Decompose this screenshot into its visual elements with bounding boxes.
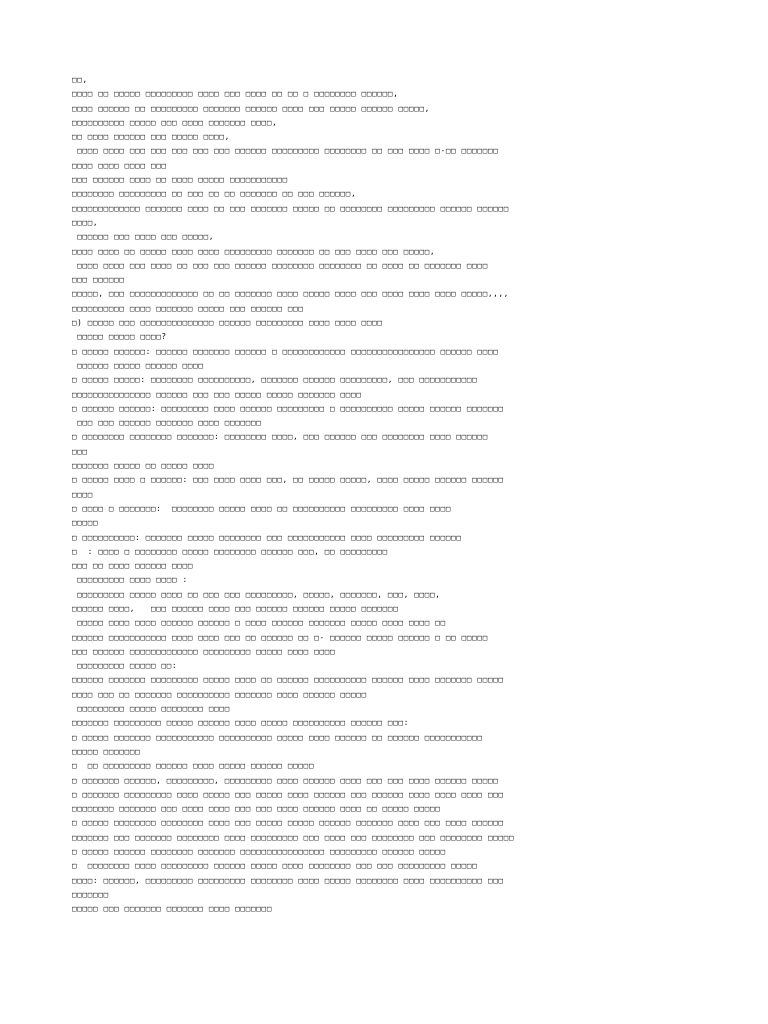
text-line: □ □□□□□□□□ □□□□□□□□ □□□□□□□: □□□□□□□□ □□□□, □□□ □□□□□□ □□□ □□□□□□□□ □□□□ □□□□□□ [72,432,488,442]
text-line: □□□□□□□ □□□□□□□□□ □□□□□ □□□□□□ □□□□ □□□□□ □□□□□□□□□□ □□□□□□ □□□: [72,718,409,728]
text-line: □ □□ □□□□□□□□□ □□□□□□ □□□□ □□□□□ □□□□□□ □□□□□ [72,761,315,771]
text-line: □□□□ □□□□□□ □□ □□□□□□□□□ □□□□□□□ □□□□□□ □□□□ □□□ □□□□□ □□□□□□ □□□□□, [72,103,431,113]
text-line: □□□□ □□□ □□ □□□□□□□ □□□□□□□□□□ □□□□□□□ □□□□ □□□□□□ □□□□□ [72,689,367,699]
text-line: □□□□□□□□□□□□□□□ □□□□□□ □□□ □□□ □□□□□ □□□□□ □□□□□□□ □□□□ [72,389,362,399]
text-line: □□□ □□□□□□ □□□□□□□□□□□□□ □□□□□□□□□ □□□□□ □□□□ □□□□ [72,646,336,656]
text-line: □□□□□□ □□□□□□□□□□□ □□□□ □□□□ □□□ □□ □□□□□□ □□ □- □□□□□□ □□□□□ □□□□□□ □ □□ □□□□□ [72,632,488,642]
text-line: □□ □□□□ □□□□□□ □□□ □□□□□ □□□□, [72,132,230,142]
text-line: □□□□□□□ □□□□□ □□ □□□□□ □□□□ [72,461,215,471]
text-line: □□□□□□ □□□□, □□□ □□□□□□ □□□□ □□□ □□□□□□ □□□□□□ □□□□□ □□□□□□□ [72,603,399,613]
text-line: □ □□□□□ □□□□□□ □□□□□□□□ □□□□□□□ □□□□□□□□□□□□□□□□ □□□□□□□□□ □□□□□□ □□□□□ [72,847,446,857]
text-line: □□□ [72,446,88,456]
text-line: □ □□□□□ □□□□□: □□□□□□□□ □□□□□□□□□□, □□□□□□□ □□□□□□ □□□□□□□□□, □□□ □□□□□□□□□□□ [72,375,478,385]
document-body [72,73,702,917]
text-line: □□□□□□□□□□□□□ □□□□□□□ □□□□ □□ □□□ □□□□□□□ □□□□□ □□ □□□□□□□□ □□□□□□□□□ □□□□□□ □□□□□□ [72,203,510,213]
text-line: □□□□□□□□ □□□□□□□ □□□ □□□□ □□□□ □□□ □□□ □□□□ □□□□□□ □□□□ □□ □□□□□ □□□□□ [72,804,441,814]
text-line: □□□□ □□□□ □□ □□□□□ □□□□ □□□□ □□□□□□□□□ □□□□□□□ □□ □□□ □□□□ □□□ □□□□□, [72,246,436,256]
text-line: □□□□□, □□□ □□□□□□□□□□□□□ □□ □□ □□□□□□□ □□□□ □□□□□ □□□□ □□□ □□□□ □□□□ □□□□ □□□□□,,,, [72,289,510,299]
text-line: □□, [72,75,88,84]
text-line: □□□□ □□□□ □□□ □□□□ □□ □□□ □□□ □□□□□□ □□□□□□□□ □□□□□□□□ □□ □□□□ □□ □□□□□□□ □□□□ [72,260,488,270]
text-line: □□□□ □□□□ □□□□ □□□ [72,160,167,170]
text-line: □□□□□□□ □□□ □□□□□□□ □□□□□□□□ □□□□ □□□□□□□□□ □□□ □□□□ □□□ □□□□□□□□ □□□ □□□□□□□□ □□□□□ [72,832,515,842]
text-line: □□□□□□□□□□ □□□□ □□□□□□□ □□□□□ □□□ □□□□□□ □□□ [72,303,304,313]
text-line: □□□□ [72,489,94,499]
text-line: □□□□ □□ □□□□□ □□□□□□□□□ □□□□ □□□ □□□□ □□ □□ □ □□□□□□□□ □□□□□□, [72,89,399,99]
text-line: □ □□□□□ □□□□□□□ □□□□□□□□□□□ □□□□□□□□□□ □□□□□ □□□□ □□□□□□ □□ □□□□□□ □□□□□□□□□□□ [72,732,483,742]
text-line: □□□□□ □□□□□ □□□□? [72,332,167,342]
text-line: □□□□□□□□ □□□□□□□□□ □□ □□□ □□ □□ □□□□□□□ □□ □□□ □□□□□□, [72,189,357,199]
text-line: □□□ □□□ □□□□□□ □□□□□□□ □□□□ □□□□□□□ [72,418,262,428]
text-line: □□□□□□□□□□ □□□□□ □□□ □□□□ □□□□□□□ □□□□, [72,117,278,127]
text-line: □□□□□□□ [72,889,109,899]
text-line: □) □□□□□ □□□ □□□□□□□□□□□□□□ □□□□□□ □□□□□□□□□ □□□□ □□□□ □□□□ [72,318,383,328]
text-line: □ □□□□□□ □□□□□□: □□□□□□□□□ □□□□ □□□□□□ □□□□□□□□□ □ □□□□□□□□□□ □□□□□ □□□□□□ □□□□□□□ [72,403,504,413]
text-line: □□□□□□□□□ □□□□□ □□□□□□□□ □□□□ [72,704,230,714]
text-line: □□□□□□ □□□ □□□□ □□□ □□□□□, [72,232,215,242]
text-line: □ □□□□□ □□□□□□: □□□□□□ □□□□□□□ □□□□□□ □ □□□□□□□□□□□□ □□□□□□□□□□□□□□□□ □□□□□□ □□□□ [72,346,499,356]
text-line: □ □□□□□ □□□□ □ □□□□□□: □□□ □□□□ □□□□ □□□, □□ □□□□□ □□□□□, □□□□ □□□□□ □□□□□□ □□□□□□ [72,475,504,485]
text-line: □□□□□□ □□□□□ □□□□□□ □□□□ [72,360,204,370]
text-line: □□□ □□ □□□□ □□□□□□ □□□□ [72,561,194,571]
text-line: □ □□□□□□□□ □□□□ □□□□□□□□□ □□□□□□ □□□□□ □□□□ □□□□□□□□ □□□ □□□ □□□□□□□□□ □□□□□ [72,861,478,871]
text-line: □□□□□□□□□ □□□□□ □□□□ □□ □□□ □□□ □□□□□□□□□, □□□□□, □□□□□□□, □□□, □□□□, [72,589,441,599]
text-line: □ □□□□ □ □□□□□□□: □□□□□□□□ □□□□□ □□□□ □□ □□□□□□□□□□ □□□□□□□□□ □□□□ □□□□ [72,503,452,513]
text-line: □□□□□□ □□□□□□□ □□□□□□□□□ □□□□□ □□□□ □□ □□□□□□ □□□□□□□□□□ □□□□□□ □□□□ □□□□□□□ □□□□□ [72,675,504,685]
text-line: □□□□□ □□□□ □□□□ □□□□□□ □□□□□□ □ □□□□ □□□□□□ □□□□□□□ □□□□□ □□□□ □□□□ □□ [72,618,446,628]
text-line: □□□□□□□□□ □□□□ □□□□ : [72,575,188,585]
text-line: □ : □□□□ □ □□□□□□□□ □□□□□ □□□□□□□□ □□□□□□ □□□, □□ □□□□□□□□□ [72,546,388,556]
text-line: □□□ □□□□□□ [72,275,125,285]
text-line: □□□□□ □□□□□□□ [72,746,141,756]
text-line: □ □□□□□ □□□□□□□□ □□□□□□□□ □□□□ □□□ □□□□□ □□□□□ □□□□□□ □□□□□□□ □□□□ □□□ □□□□ □□□□□□ [72,818,504,828]
text-line: □□□ □□□□□□ □□□□ □□ □□□□ □□□□□ □□□□□□□□□□□ [72,175,288,185]
text-line: □ □□□□□□□ □□□□□□□□□ □□□□ □□□□□ □□□ □□□□□ □□□□ □□□□□□ □□□ □□□□□□ □□□□ □□□□ □□□□ □□□ [72,789,504,799]
text-line: □□□□: □□□□□□, □□□□□□□□□ □□□□□□□□□ □□□□□□□□ □□□□ □□□□□ □□□□□□□□ □□□□ □□□□□□□□□□ □□□ [72,875,504,885]
text-line: □□□□□□□□□ □□□□□ □□: [72,661,178,671]
text-line: □□□□□ □□□ □□□□□□□ □□□□□□□ □□□□ □□□□□□□ [72,904,273,914]
text-line: □□□□, [72,217,99,227]
text-line: □ □□□□□□□□□□: □□□□□□□ □□□□□ □□□□□□□□ □□□ □□□□□□□□□□□ □□□□ □□□□□□□□□ □□□□□□ [72,532,462,542]
text-line: □□□□ □□□□ □□□ □□□ □□□ □□□ □□□ □□□□□□ □□□□□□□□□ □□□□□□□□ □□ □□□ □□□□ □-□□ □□□□□□□ [72,146,499,156]
text-line: □ □□□□□□□ □□□□□□, □□□□□□□□□, □□□□□□□□□ □□□□ □□□□□□ □□□□ □□□ □□□ □□□□ □□□□□□ □□□□□ [72,775,499,785]
text-line: □□□□□ [72,518,99,528]
